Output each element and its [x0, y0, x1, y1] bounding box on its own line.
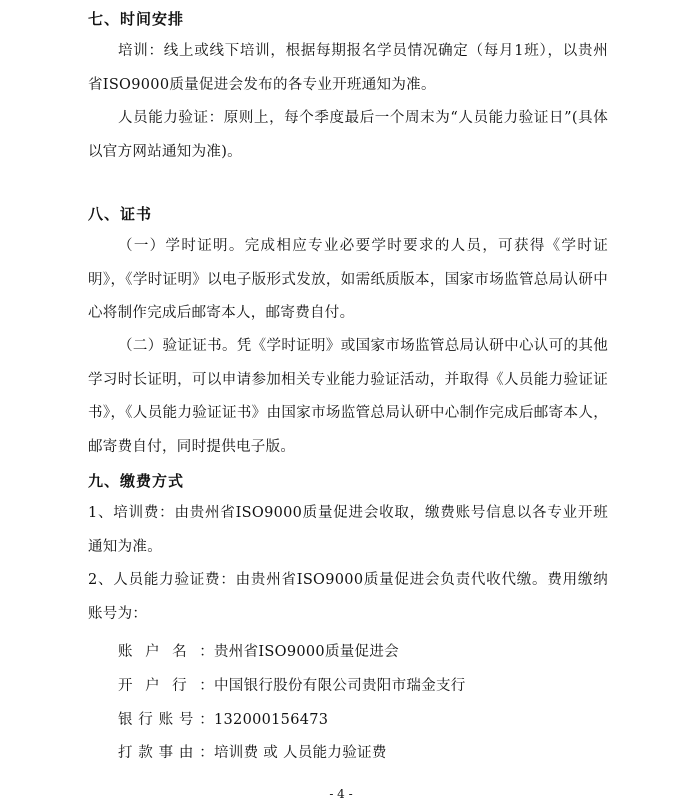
section-9-verification-fee-paragraph: 2、人员能力验证费：由贵州省ISO9000质量促进会负责代收代缴。费用缴纳账号为： [88, 572, 608, 622]
account-name-value: 贵州省ISO9000质量促进会 [214, 644, 399, 660]
account-bank-row [118, 674, 466, 695]
page-number: - 4 - [329, 787, 353, 801]
section-7-verification-paragraph: 人员能力验证：原则上，每个季度最后一个周末为“人员能力验证日”(具体以官方网站通知为准)。 [88, 110, 608, 160]
account-bank-value: 中国银行股份有限公司贵阳市瑞金支行 [214, 678, 466, 694]
account-number-row [118, 708, 328, 729]
section-8-hours-certificate-paragraph: （一）学时证明。完成相应专业必要学时要求的人员，可获得《学时证明》，《学时证明》以电子版形式发放，如需纸质版本，国家市场监管总局认研中心将制作完成后邮寄本人，邮寄费自付。 [88, 238, 608, 321]
section-9-training-fee-paragraph: 1、培训费：由贵州省ISO9000质量促进会收取，缴费账号信息以各专业开班通知为准。 [88, 505, 608, 555]
section-8-verification-certificate-paragraph: （二）验证证书。凭《学时证明》或国家市场监管总局认研中心认可的其他学习时长证明，可以申请参加相关专业能力验证活动，并取得《人员能力验证证书》，《人员能力验证证书》由国家市场监管总局认研中心制作完成后邮寄本人，邮寄费自付，同时提供电子版。 [88, 338, 608, 455]
section-7-training-paragraph: 培训：线上或线下培训，根据每期报名学员情况确定（每月1班），以贵州省ISO9000质量促进会发布的各专业开班通知为准。 [88, 43, 608, 93]
account-name-row [118, 640, 399, 661]
account-number-value: 132000156473 [214, 712, 329, 728]
section-8-heading: 八、证书 [88, 205, 153, 223]
account-bank-label: 开户行： [118, 678, 214, 694]
payment-reason-row [118, 741, 387, 762]
section-9-heading: 九、缴费方式 [88, 472, 185, 490]
account-number-label: 银行账号： [118, 712, 214, 728]
payment-reason-label: 打款事由： [118, 745, 214, 761]
account-name-label: 账户名： [118, 644, 214, 660]
section-7-heading: 七、时间安排 [88, 10, 185, 28]
payment-reason-value: 培训费 或 人员能力验证费 [214, 745, 387, 761]
